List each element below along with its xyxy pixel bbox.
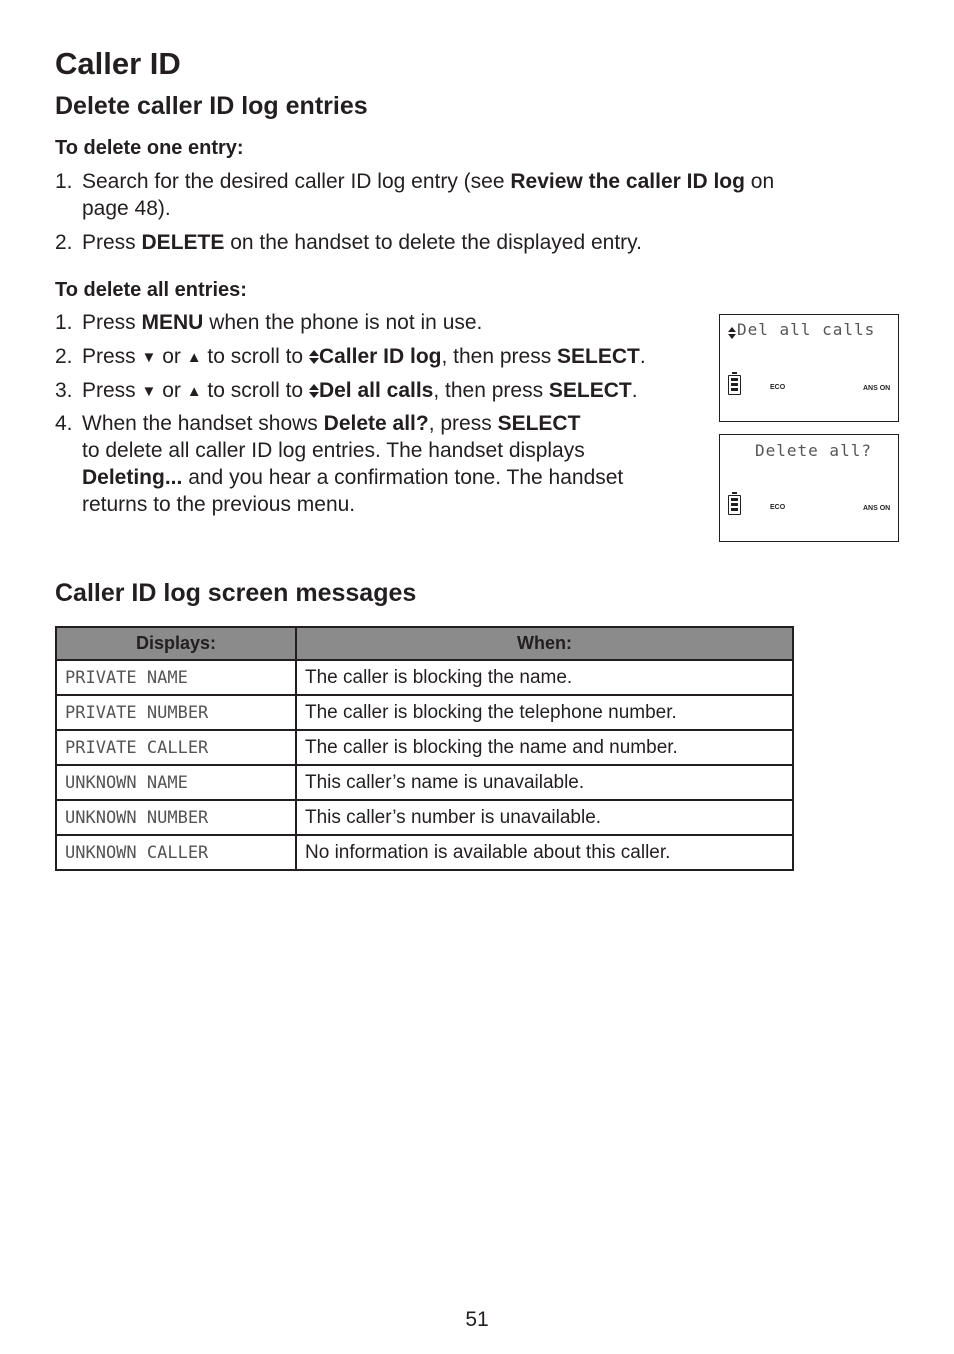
up-arrow-icon: ▲ xyxy=(186,349,202,366)
when-cell: The caller is blocking the name and number. xyxy=(296,730,793,765)
delete-all-step-3: 3. Press ▼ or ▲ to scroll to Del all calls, then press SELECT. xyxy=(55,379,638,402)
down-arrow-icon: ▼ xyxy=(141,383,157,400)
delete-all-step-1 xyxy=(55,309,695,337)
step-number: 2. xyxy=(55,231,73,254)
screen-text: Del all calls xyxy=(737,320,876,339)
step-text: to scroll to xyxy=(201,379,309,402)
key-menu: MENU xyxy=(141,311,204,334)
table-row xyxy=(56,800,793,835)
table-row xyxy=(56,765,793,800)
key-delete: DELETE xyxy=(141,231,225,254)
battery-icon xyxy=(728,495,741,515)
delete-all-step-4 xyxy=(55,410,695,520)
step-text: returns to the previous menu. xyxy=(82,493,356,516)
screen-text: Delete all? xyxy=(755,441,872,460)
step-text: , then press xyxy=(441,345,558,368)
column-header-when: When: xyxy=(296,627,793,660)
step-number: 2. xyxy=(55,345,73,368)
display-cell: PRIVATE NUMBER xyxy=(56,695,296,730)
handset-screen-del-all-calls xyxy=(719,314,899,422)
page-title: Caller ID xyxy=(55,46,181,81)
key-select: SELECT xyxy=(548,379,632,402)
display-cell: UNKNOWN CALLER xyxy=(56,835,296,870)
step-text: to scroll to xyxy=(201,345,309,368)
step-text: page 48). xyxy=(82,197,171,220)
down-arrow-icon: ▼ xyxy=(141,349,157,366)
table-row xyxy=(56,730,793,765)
battery-icon xyxy=(728,375,741,395)
key-select: SELECT xyxy=(497,412,581,435)
step-number: 1. xyxy=(55,170,73,193)
eco-indicator: ECO xyxy=(770,504,786,511)
step-text: when the phone is not in use. xyxy=(203,311,483,334)
screen-deleting: Deleting... xyxy=(82,466,183,489)
up-arrow-icon: ▲ xyxy=(186,383,202,400)
display-cell: UNKNOWN NUMBER xyxy=(56,800,296,835)
table-row xyxy=(56,835,793,870)
step-text: and you hear a confirmation tone. The handset xyxy=(182,466,624,489)
when-cell: This caller’s number is unavailable. xyxy=(296,800,793,835)
display-cell: UNKNOWN NAME xyxy=(56,765,296,800)
step-text: on the handset to delete the displayed entry. xyxy=(224,231,642,254)
delete-one-step-1 xyxy=(55,168,855,224)
section-heading-delete: Delete caller ID log entries xyxy=(55,92,368,120)
subheading-delete-all: To delete all entries: xyxy=(55,279,247,301)
step-text: or xyxy=(156,345,187,368)
step-number: 1. xyxy=(55,311,73,334)
subheading-delete-one: To delete one entry: xyxy=(55,137,244,159)
table-row xyxy=(56,695,793,730)
delete-all-step-2: 2. Press ▼ or ▲ to scroll to Caller ID log, then press SELECT. xyxy=(55,345,646,368)
menu-caller-id-log: Caller ID log xyxy=(318,345,442,368)
when-cell: This caller’s name is unavailable. xyxy=(296,765,793,800)
section-heading-messages: Caller ID log screen messages xyxy=(55,579,417,607)
step-text: Press xyxy=(82,345,142,368)
handset-screen-delete-all xyxy=(719,434,899,542)
ans-on-indicator: ANS ON xyxy=(863,505,891,512)
table-row xyxy=(56,660,793,695)
step-text: Search for the desired caller ID log entry (see xyxy=(82,170,511,193)
step-text: , press xyxy=(428,412,498,435)
column-header-displays: Displays: xyxy=(56,627,296,660)
step-number: 4. xyxy=(55,412,73,435)
step-text: When the handset shows xyxy=(82,412,324,435)
step-text: , then press xyxy=(433,379,549,402)
when-cell: The caller is blocking the telephone number. xyxy=(296,695,793,730)
menu-del-all-calls: Del all calls xyxy=(318,379,434,402)
page-number: 51 xyxy=(465,1308,489,1331)
step-text: Press xyxy=(82,231,142,254)
key-select: SELECT xyxy=(557,345,640,368)
step-text: Press xyxy=(82,311,142,334)
delete-one-step-2 xyxy=(55,229,855,257)
when-cell: No information is available about this caller. xyxy=(296,835,793,870)
step-text: on xyxy=(744,170,775,193)
table-header-row xyxy=(56,627,793,660)
ans-on-indicator: ANS ON xyxy=(863,385,891,392)
step-text: Press xyxy=(82,379,142,402)
messages-table xyxy=(55,626,794,871)
step-text: or xyxy=(156,379,187,402)
step-number: 3. xyxy=(55,379,73,402)
when-cell: The caller is blocking the name. xyxy=(296,660,793,695)
screen-delete-all: Delete all? xyxy=(323,412,429,435)
review-link-text: Review the caller ID log xyxy=(510,170,745,193)
display-cell: PRIVATE CALLER xyxy=(56,730,296,765)
step-text: to delete all caller ID log entries. The handset displays xyxy=(82,439,585,462)
display-cell: PRIVATE NAME xyxy=(56,660,296,695)
eco-indicator: ECO xyxy=(770,384,786,391)
